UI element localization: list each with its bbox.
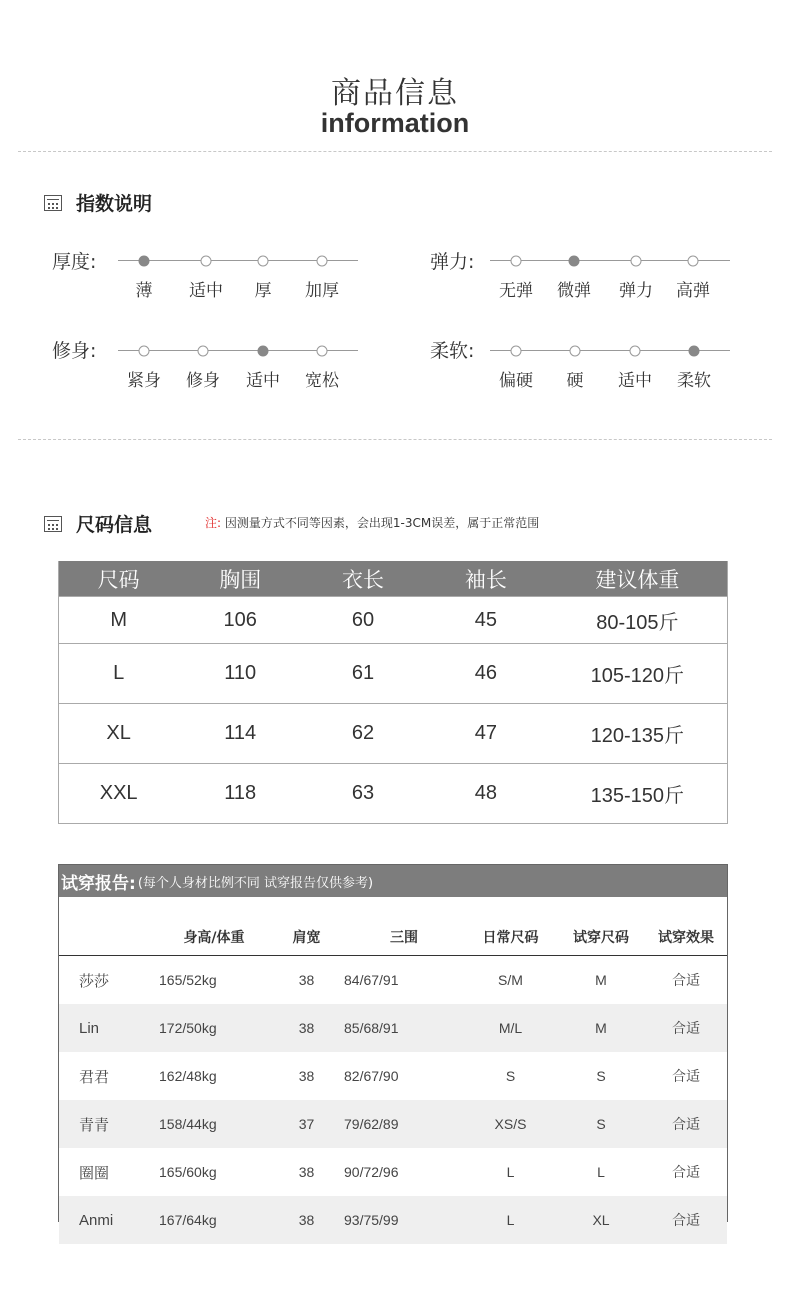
calendar-icon [44,195,62,211]
index-dot [688,255,699,266]
table-row [59,764,728,824]
index-option-label: 偏硬 [499,371,533,391]
index-dot [511,255,522,266]
table-cell: 圈圈 [79,1164,110,1182]
index-option-label: 宽松 [305,371,339,391]
index-option-label: 薄 [135,281,153,301]
index-dot-selected [258,345,269,356]
index-dot [570,345,581,356]
col-header: 肩宽 [269,897,344,956]
index-option-label: 适中 [618,371,652,391]
table-cell: S [557,1100,645,1148]
table-cell: S [596,1068,606,1084]
table-cell: L [464,1196,557,1244]
table-cell: 84/67/91 [344,972,399,988]
index-dot [258,255,269,266]
col-header [59,897,159,956]
trial-report-header [59,865,727,897]
page-subtitle: information [320,108,470,138]
trial-table-header [59,897,727,956]
table-cell: 85/68/91 [344,1004,464,1052]
index-section-header [44,189,152,216]
size-note [205,514,539,531]
index-option-label: 硬 [566,371,584,391]
table-cell: 38 [269,1196,344,1244]
col-header: 试穿效果 [645,897,727,956]
table-cell: 38 [298,1164,315,1180]
col-header: 身高/体重 [159,897,269,956]
table-cell: 110 [178,644,302,704]
table-cell: 合适 [672,972,700,988]
table-cell: 47 [424,704,548,764]
table-cell: L [506,1164,515,1180]
index-dot-selected [139,255,150,266]
table-cell: M/L [464,1004,557,1052]
trial-table [59,897,727,1244]
table-cell: 38 [298,1068,315,1084]
table-cell: 165/60kg [159,1164,217,1180]
size-section-title: 尺码信息 [76,514,153,536]
index-option-label: 柔软 [677,371,711,391]
table-cell: XXL [59,764,179,824]
table-row [59,644,728,704]
index-dot [201,255,212,266]
table-row [59,1052,727,1100]
index-section-title: 指数说明 [76,193,153,215]
table-cell: 45 [424,597,548,644]
index-option-label: 适中 [246,371,280,391]
table-cell: L [59,644,179,704]
table-cell: 63 [302,764,424,824]
index-label: 修身: [52,340,97,362]
col-header: 尺码 [59,561,179,597]
table-cell: 38 [298,972,315,988]
calendar-icon [44,516,62,532]
table-cell: 82/67/90 [344,1068,399,1084]
index-dot-selected [689,345,700,356]
index-dot-selected [569,255,580,266]
index-dot [317,255,328,266]
index-option-label: 厚 [254,281,272,301]
table-cell: 105-120斤 [548,644,728,704]
table-cell: 合适 [645,1004,727,1052]
table-cell: 120-135斤 [548,704,728,764]
table-cell: 162/48kg [159,1068,217,1084]
index-option-label: 弹力 [619,281,653,301]
table-cell: 118 [178,764,302,824]
page-title: 商品信息 [331,76,459,111]
table-cell: 80-105斤 [548,597,728,644]
table-cell: M [595,972,607,988]
table-row [59,597,728,644]
index-option-label: 紧身 [127,371,161,391]
table-cell: M [59,597,179,644]
table-cell: XS/S [464,1100,557,1148]
table-cell: Lin [59,1004,159,1052]
table-cell: 60 [302,597,424,644]
index-option-label: 适中 [189,281,223,301]
col-header: 试穿尺码 [557,897,645,956]
divider [18,439,772,440]
trial-report-title: 试穿报告: [61,873,136,894]
col-header: 三围 [344,897,464,956]
table-row [59,704,728,764]
table-cell: 93/75/99 [344,1196,464,1244]
table-cell: 合适 [645,1196,727,1244]
table-row [59,1004,727,1052]
index-dot [511,345,522,356]
table-cell: M [557,1004,645,1052]
table-cell: 青青 [59,1100,159,1148]
table-cell: Anmi [59,1196,159,1244]
table-cell: XL [557,1196,645,1244]
col-header: 日常尺码 [464,897,557,956]
note-text: 因测量方式不同等因素，会出现1-3CM误差，属于正常范围 [224,516,540,530]
table-cell: 莎莎 [79,972,110,990]
table-cell: 106 [178,597,302,644]
table-row [59,1100,727,1148]
size-table-header [59,561,728,597]
table-cell: 38 [269,1004,344,1052]
index-dot [139,345,150,356]
table-cell: 合适 [672,1068,700,1084]
col-header: 衣长 [302,561,424,597]
table-cell: 61 [302,644,424,704]
index-dot [630,345,641,356]
table-cell: 37 [269,1100,344,1148]
index-label: 弹力: [430,251,475,273]
trial-report-subtitle: (每个人身材比例不同 试穿报告仅供参考) [137,875,374,891]
table-row [59,956,727,1005]
table-cell: S [505,1068,516,1084]
index-option-label: 微弹 [557,281,591,301]
table-cell: L [597,1164,605,1180]
table-cell: 79/62/89 [344,1100,464,1148]
note-prefix: 注: [205,516,222,530]
table-cell: 君君 [79,1068,110,1086]
table-cell: 165/52kg [159,972,217,988]
table-cell: 合适 [672,1164,700,1180]
table-row [59,1148,727,1196]
table-cell: 135-150斤 [548,764,728,824]
table-cell: 167/64kg [159,1196,269,1244]
table-row [59,1196,727,1244]
index-option-label: 高弹 [676,281,710,301]
table-cell: 48 [424,764,548,824]
index-option-label: 加厚 [305,281,339,301]
table-cell: 62 [302,704,424,764]
table-cell: 172/50kg [159,1004,269,1052]
index-option-label: 无弹 [499,281,533,301]
col-header: 袖长 [424,561,548,597]
table-cell: XL [59,704,179,764]
col-header: 建议体重 [548,561,728,597]
size-section-header [44,510,152,537]
table-cell: S/M [498,972,523,988]
table-cell: 158/44kg [159,1100,269,1148]
size-table [58,561,728,824]
col-header: 胸围 [178,561,302,597]
index-dot [317,345,328,356]
table-cell: 114 [178,704,302,764]
table-cell: 46 [424,644,548,704]
index-dot [198,345,209,356]
table-cell: 合适 [645,1100,727,1148]
divider [18,151,772,152]
index-label: 厚度: [52,251,97,273]
index-label: 柔软: [430,340,475,362]
trial-report [58,864,728,1229]
table-cell: 90/72/96 [344,1164,399,1180]
index-dot [631,255,642,266]
index-option-label: 修身 [186,371,220,391]
